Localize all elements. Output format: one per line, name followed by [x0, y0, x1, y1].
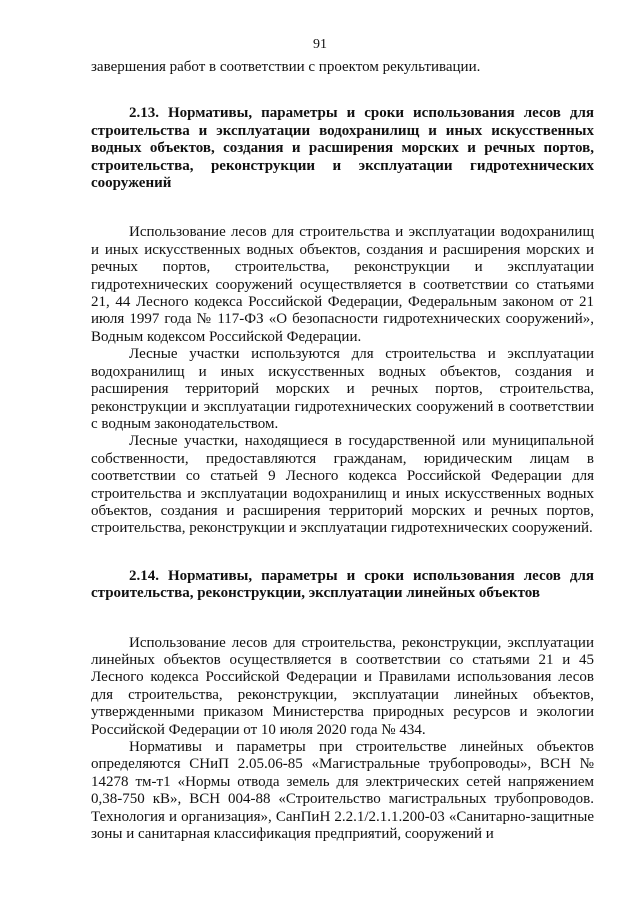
section-2-13-paragraph-2: Лесные участки используются для строительства и эксплуатации водохранилищ и иных искусственных водных объектов, создания и расширения территорий морских и речных портов, строительства, реконструкции и эксплуатации гидротехнических сооружений в соответствии с водным законодательством.: [91, 346, 594, 432]
section-heading-2-13: 2.13. Нормативы, параметры и сроки использования лесов для строительства и эксплуатации водохранилищ и иных искусственных водных объектов, создания и расширения морских и речных портов, строительства, реконструкции и эксплуатации гидротехнических сооружений: [91, 105, 594, 192]
continuation-paragraph: завершения работ в соответствии с проектом рекультивации.: [91, 59, 481, 75]
section-heading-2-14: 2.14. Нормативы, параметры и сроки использования лесов для строительства, реконструкции, эксплуатации линейных объектов: [91, 567, 594, 602]
page-content: [91, 59, 594, 843]
section-2-14-paragraph-2: Нормативы и параметры при строительстве линейных объектов определяются СНиП 2.05.06-85 «Магистральные трубопроводы», ВСН № 14278 тм-т1 «Нормы отвода земель для электрических сетей напряжением 0,38-750 кВ», ВСН 004-88 «Строительство магистральных трубопроводов. Технология и организация», СанПиН 2.2.1/2.1.1.200-03 «Санитарно-защитные зоны и санитарная классификация предприятий, сооружений и: [91, 739, 594, 843]
section-2-14-paragraph-1: Использование лесов для строительства, реконструкции, эксплуатации линейных объектов осуществляется в соответствии со статьями 21 и 45 Лесного кодекса Российской Федерации и Правилами использования лесов для строительства, реконструкции, эксплуатации линейных объектов, утвержденными приказом Министерства природных ресурсов и экологии Российской Федерации от 10 июля 2020 года № 434.: [91, 634, 594, 738]
section-2-13-paragraph-3: Лесные участки, находящиеся в государственной или муниципальной собственности, предоставляются гражданам, юридическим лицам в соответствии со статьей 9 Лесного кодекса Российской Федерации для строительства и эксплуатации водохранилищ и иных искусственных водных объектов, создания и расширения территорий морских и речных портов, строительства, реконструкции и эксплуатации гидротехнических сооружений.: [91, 433, 594, 537]
page-number: 91: [313, 37, 327, 52]
section-2-13-paragraph-1: Использование лесов для строительства и эксплуатации водохранилищ и иных искусственных водных объектов, создания и расширения морских и речных портов, строительства, реконструкции и эксплуатации гидротехнических сооружений осуществляется в соответствии со статьями 21, 44 Лесного кодекса Российской Федерации, Федеральным законом от 21 июля 1997 года № 117-ФЗ «О безопасности гидротехнических сооружений», Водным кодексом Российской Федерации.: [91, 224, 594, 345]
